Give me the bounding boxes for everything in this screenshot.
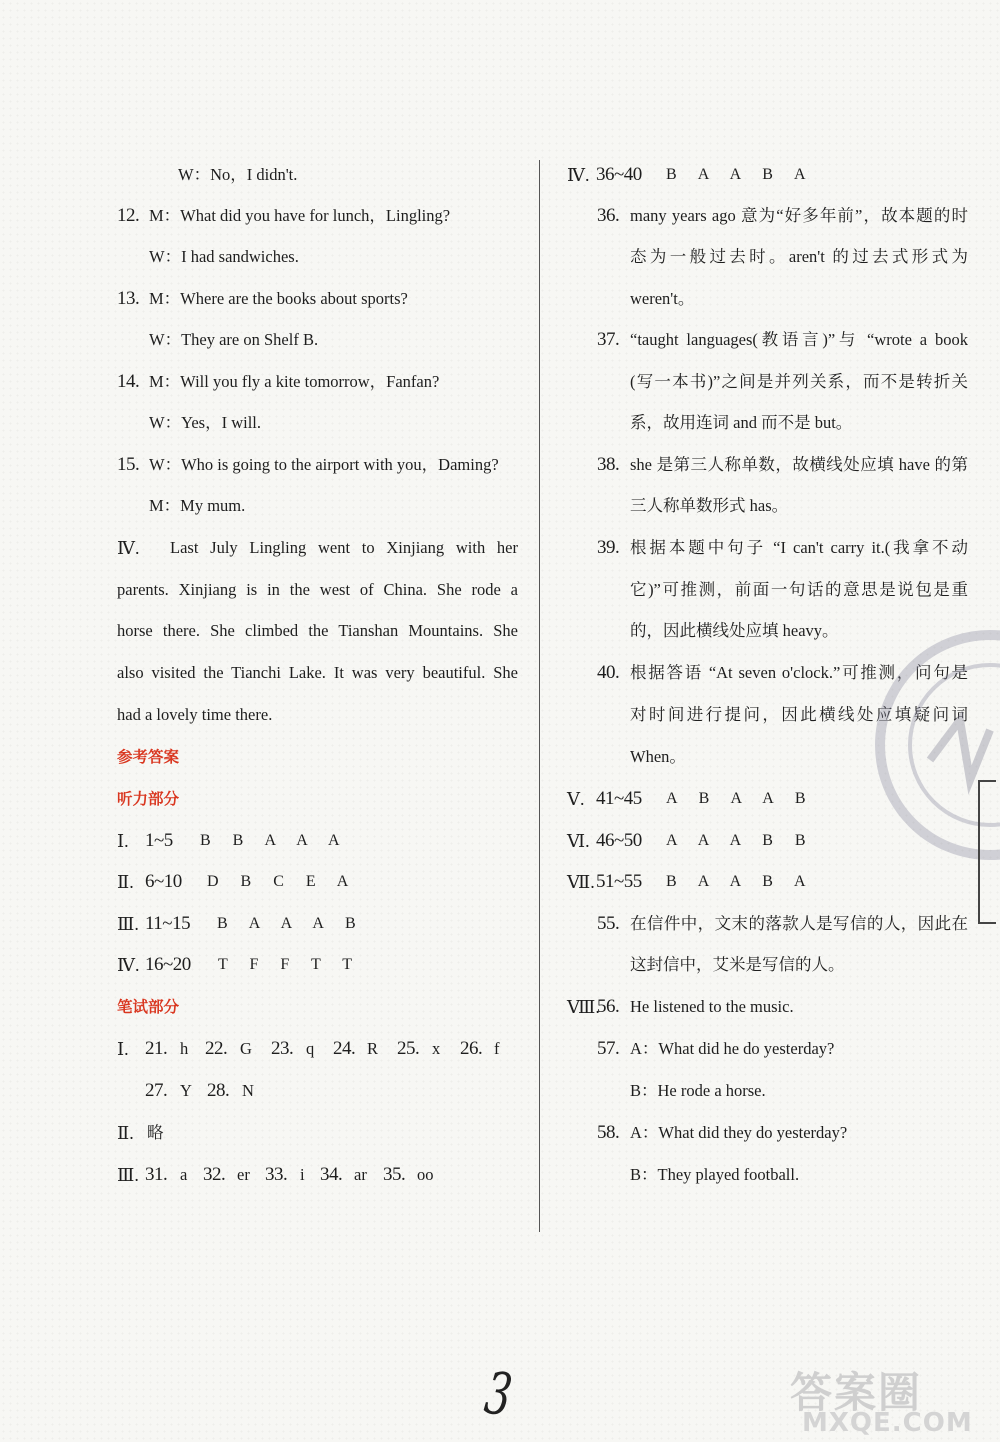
question-number: 40.	[597, 662, 620, 683]
edge-bracket-mark	[978, 780, 996, 924]
section-roman: Ⅳ.	[117, 955, 140, 975]
passage-line: also visited the Tianchi Lake. It was very beautiful. She	[117, 663, 518, 682]
item-answer: a	[180, 1165, 188, 1184]
section-roman: Ⅱ.	[117, 1123, 134, 1143]
explanation-line: many years ago 意为“好多年前”，故本题的时	[630, 206, 968, 225]
explanation-line: 对时间进行提问，因此横线处应填疑问词	[630, 705, 968, 724]
dialogue-line: A：What did they do yesterday?	[630, 1123, 848, 1142]
dialogue-line: M：What did you have for lunch，Lingling?	[149, 206, 451, 225]
section-roman: Ⅱ.	[117, 872, 134, 892]
section-roman: Ⅰ.	[117, 831, 129, 851]
answer-range: 46~50	[596, 830, 642, 851]
column-divider	[539, 160, 540, 1232]
item-number: 21.	[145, 1038, 168, 1059]
item-answer: q	[306, 1039, 315, 1058]
section-roman: Ⅵ.	[567, 831, 590, 851]
answer-letters: A B A A B	[666, 790, 815, 807]
site-watermark	[790, 1360, 980, 1440]
dialogue-line: A：What did he do yesterday?	[630, 1039, 835, 1058]
dialogue-line: B：He rode a horse.	[630, 1081, 766, 1100]
item-answer: N	[242, 1081, 254, 1100]
explanation-line: 态为一般过去时。aren't 的过去式形式为	[630, 247, 968, 266]
answer-letters: D B C E A	[207, 873, 358, 890]
passage-line: Last July Lingling went to Xinjiang with her	[170, 538, 518, 557]
question-number: 36.	[597, 205, 620, 226]
item-number: 27.	[145, 1080, 168, 1101]
answer-letters: B A A B A	[666, 873, 815, 890]
item-answer: i	[300, 1165, 305, 1184]
item-number: 25.	[397, 1038, 420, 1059]
explanation-line: 在信件中，文末的落款人是写信的人，因此在	[630, 914, 968, 933]
item-answer: er	[237, 1165, 250, 1184]
answer-range: 1~5	[145, 830, 173, 851]
item-answer: f	[494, 1039, 500, 1058]
section-roman: Ⅴ.	[567, 789, 585, 809]
dialogue-line: M：Will you fly a kite tomorrow，Fanfan?	[149, 372, 440, 391]
answer-range: 36~40	[596, 164, 642, 185]
item-number: 24.	[333, 1038, 356, 1059]
section-roman: Ⅲ.	[117, 1165, 139, 1185]
explanation-line: 根据答语 “At seven o'clock.”可推测，问句是	[630, 663, 968, 682]
answer-letters: T F F T T	[218, 956, 361, 973]
item-answer: ar	[354, 1165, 367, 1184]
explanation-line: When。	[630, 747, 686, 766]
item-number: 31.	[145, 1164, 168, 1185]
item-number: 23.	[271, 1038, 294, 1059]
section-roman: Ⅳ.	[117, 538, 140, 558]
answer-range: 51~55	[596, 871, 642, 892]
question-number: 58.	[597, 1122, 620, 1143]
item-answer: oo	[417, 1165, 434, 1184]
answer-range: 16~20	[145, 954, 191, 975]
section-roman: Ⅲ.	[117, 914, 139, 934]
answer-letters: B A A A B	[217, 915, 365, 932]
answer-letters: B A A B A	[666, 166, 815, 183]
dialogue-line: W：They are on Shelf B.	[149, 330, 319, 349]
question-number: 55.	[597, 913, 620, 934]
item-answer: Y	[180, 1081, 192, 1100]
explanation-line: 这封信中，艾米是写信的人。	[630, 955, 845, 974]
question-number: 39.	[597, 537, 620, 558]
passage-line: parents. Xinjiang is in the west of China. She rode a	[117, 580, 518, 599]
question-number: 13.	[117, 288, 140, 309]
answer-letters: B B A A A	[200, 832, 349, 849]
explanation-line: “taught languages(教语言)”与 “wrote a book	[630, 330, 968, 349]
explanation-line: 根据本题中句子 “I can't carry it.(我拿不动	[630, 538, 968, 557]
watermark-url: MXQE.COM	[802, 1408, 973, 1438]
explanation-line: weren't。	[630, 289, 695, 308]
dialogue-line: B：They played football.	[630, 1165, 800, 1184]
dialogue-line: W：No，I didn't.	[178, 165, 298, 184]
question-number: 12.	[117, 205, 140, 226]
dialogue-line: W：Who is going to the airport with you，Daming?	[149, 455, 499, 474]
question-number: 37.	[597, 329, 620, 350]
item-answer: 略	[147, 1123, 164, 1142]
dialogue-line: M：My mum.	[149, 496, 246, 515]
answer-range: 11~15	[145, 913, 191, 934]
section-heading-answers: 参考答案	[117, 748, 180, 766]
question-number: 15.	[117, 454, 140, 475]
explanation-line: He listened to the music.	[630, 997, 794, 1016]
answer-range: 6~10	[145, 871, 182, 892]
passage-line: horse there. She climbed the Tianshan Mountains. She	[117, 621, 518, 640]
dialogue-line: W：I had sandwiches.	[149, 247, 299, 266]
explanation-line: 三人称单数形式 has。	[630, 496, 789, 515]
answer-range: 41~45	[596, 788, 642, 809]
item-number: 34.	[320, 1164, 343, 1185]
explanation-line: 系，故用连词 and 而不是 but。	[630, 413, 853, 432]
answer-letters: A A A B B	[666, 832, 815, 849]
section-heading-written: 笔试部分	[117, 998, 180, 1016]
section-roman: Ⅶ.	[567, 872, 595, 892]
item-number: 33.	[265, 1164, 288, 1185]
section-heading-listening: 听力部分	[117, 790, 180, 808]
question-number: 14.	[117, 371, 140, 392]
section-roman: Ⅰ.	[117, 1039, 129, 1059]
question-number: 38.	[597, 454, 620, 475]
item-number: 35.	[383, 1164, 406, 1185]
explanation-line: she 是第三人称单数，故横线处应填 have 的第	[630, 455, 968, 474]
item-answer: x	[432, 1039, 441, 1058]
item-number: 28.	[207, 1080, 230, 1101]
item-answer: R	[367, 1039, 379, 1058]
section-roman: Ⅷ.	[567, 997, 600, 1017]
dialogue-line: M：Where are the books about sports?	[149, 289, 408, 308]
item-number: 32.	[203, 1164, 226, 1185]
item-answer: h	[180, 1039, 189, 1058]
item-number: 26.	[460, 1038, 483, 1059]
page-number: 3	[480, 1358, 516, 1430]
explanation-line: 的，因此横线处应填 heavy。	[630, 621, 839, 640]
section-roman: Ⅳ.	[567, 165, 590, 185]
question-number: 56.	[597, 996, 620, 1017]
passage-line: had a lovely time there.	[117, 705, 273, 724]
question-number: 57.	[597, 1038, 620, 1059]
explanation-line: 它)”可推测，前面一句话的意思是说包是重	[630, 580, 968, 599]
item-number: 22.	[205, 1038, 228, 1059]
watermark-title: 答案圈	[790, 1368, 923, 1417]
explanation-line: (写一本书)”之间是并列关系，而不是转折关	[630, 372, 968, 391]
dialogue-line: W：Yes，I will.	[149, 413, 261, 432]
item-answer: G	[240, 1039, 252, 1058]
